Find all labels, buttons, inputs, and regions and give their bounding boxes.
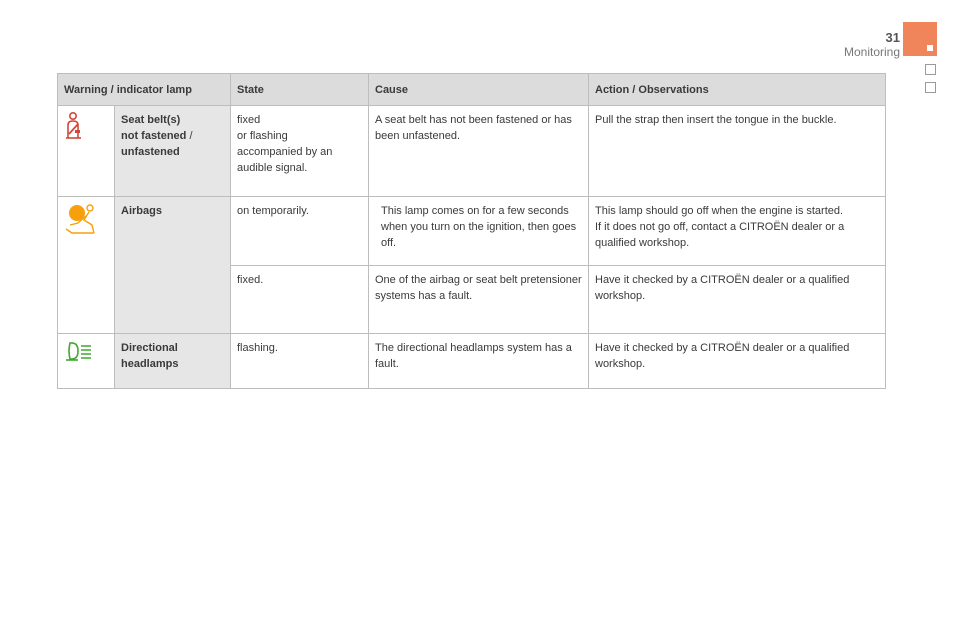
- lamp-name-seatbelt: [115, 106, 231, 197]
- table-row: [58, 197, 886, 266]
- icon-cell: [58, 197, 115, 334]
- cause-cell: A seat belt has not been fastened or has been unfastened.: [369, 106, 589, 197]
- lamp-name-airbags: Airbags: [115, 197, 231, 334]
- lamp-name-line: unfastened: [121, 146, 180, 158]
- table-row: [58, 334, 886, 389]
- state-cell: fixed or flashing accompanied by an audible signal.: [231, 106, 369, 197]
- directional-headlamps-icon: [64, 340, 94, 362]
- page-header: [844, 31, 900, 59]
- state-cell: fixed.: [231, 266, 369, 334]
- action-cell: Have it checked by a CITROËN dealer or a qualified workshop.: [589, 266, 886, 334]
- airbag-warning-icon: [64, 203, 100, 235]
- lamp-name-separator: /: [186, 130, 193, 142]
- page-number: 31: [885, 30, 900, 45]
- icon-cell: [58, 334, 115, 389]
- lamp-name-bold: not fastened: [121, 130, 187, 142]
- table-header-row: [58, 74, 886, 106]
- tab-marker: [927, 45, 933, 51]
- action-cell: This lamp should go off when the engine is started. If it does not go off, contact a CITROËN dealer or a qualified workshop.: [589, 197, 886, 266]
- section-tab-active[interactable]: [903, 22, 937, 56]
- cause-cell: One of the airbag or seat belt pretensioner systems has a fault.: [369, 266, 589, 334]
- column-header-cause: Cause: [369, 74, 589, 106]
- lamp-name-line: Seat belt(s): [121, 114, 181, 126]
- action-cell: Pull the strap then insert the tongue in the buckle.: [589, 106, 886, 197]
- seat-belt-warning-icon: [64, 112, 84, 142]
- lamp-name-directional: Directional headlamps: [115, 334, 231, 389]
- state-cell: on temporarily.: [231, 197, 369, 266]
- lamp-name-line: [121, 128, 224, 144]
- action-cell: Have it checked by a CITROËN dealer or a qualified workshop.: [589, 334, 886, 389]
- section-title: Monitoring: [843, 45, 900, 59]
- cause-cell: This lamp comes on for a few seconds when you turn on the ignition, then goes off.: [369, 197, 589, 266]
- column-header-lamp: Warning / indicator lamp: [58, 74, 231, 106]
- warning-lamps-table: [57, 73, 886, 389]
- state-cell: flashing.: [231, 334, 369, 389]
- table-row: [58, 106, 886, 197]
- section-tab[interactable]: [925, 82, 936, 93]
- column-header-action: Action / Observations: [589, 74, 886, 106]
- section-tab[interactable]: [925, 64, 936, 75]
- cause-cell: The directional headlamps system has a fault.: [369, 334, 589, 389]
- column-header-state: State: [231, 74, 369, 106]
- icon-cell: [58, 106, 115, 197]
